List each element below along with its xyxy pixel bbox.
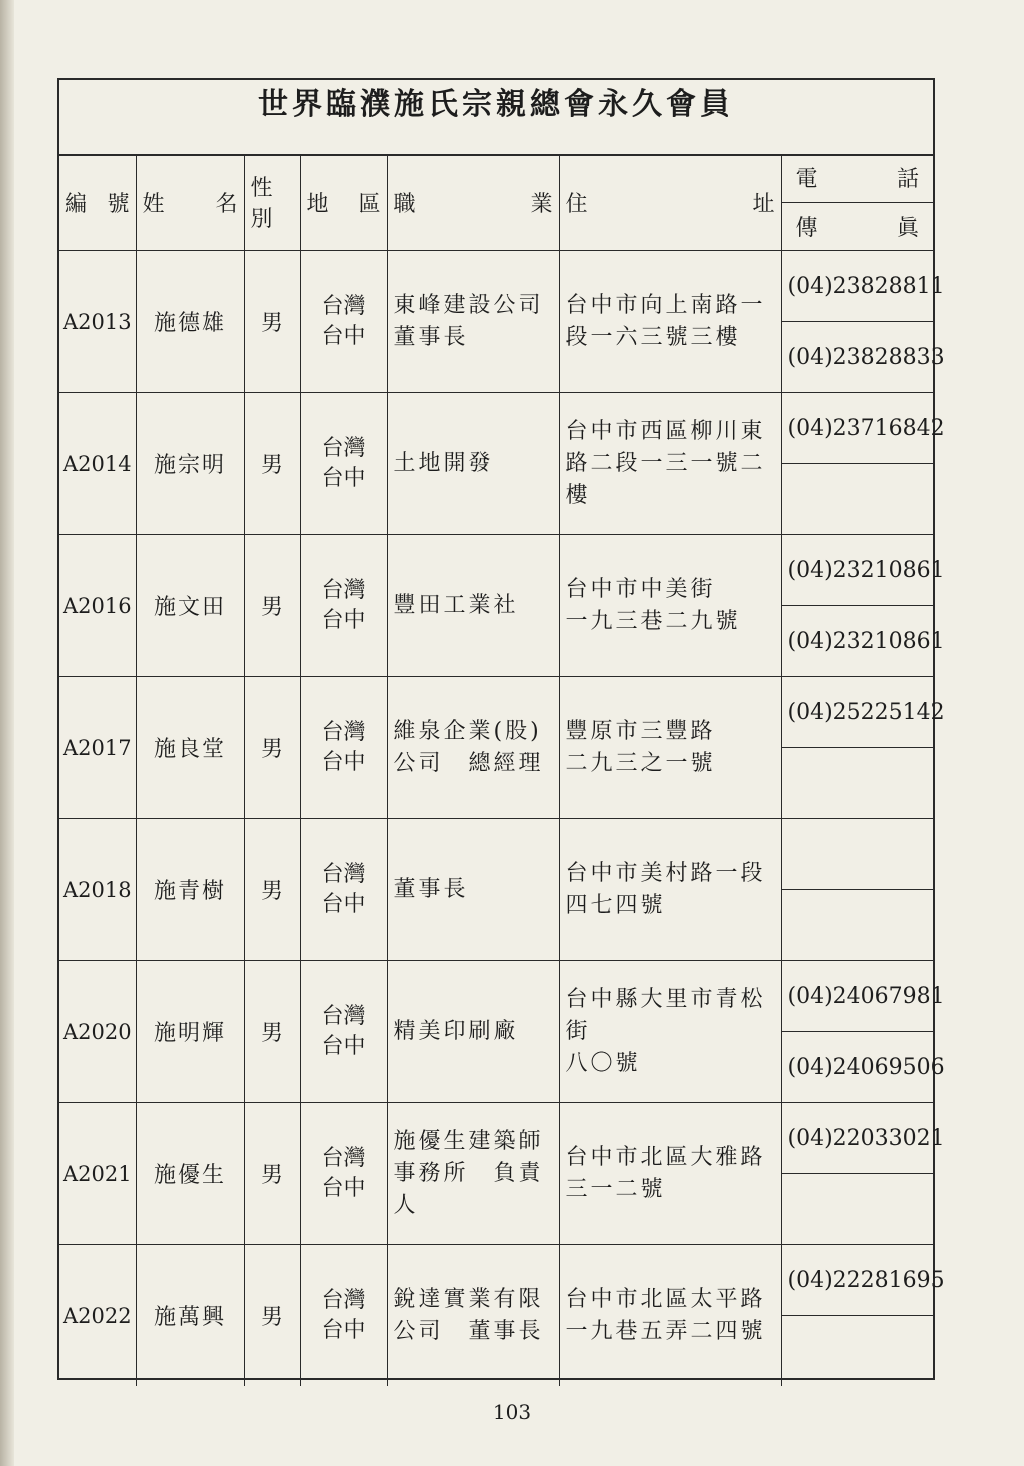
table-row — [59, 819, 933, 961]
member-contact — [781, 1103, 945, 1245]
member-address: 台中市北區太平路 一九巷五弄二四號 — [559, 1245, 781, 1387]
table-row — [59, 677, 933, 819]
member-name: 施優生 — [136, 1103, 244, 1245]
member-fax — [782, 1174, 934, 1244]
member-phone: (04)23210861 — [782, 535, 934, 606]
member-gender: 男 — [244, 819, 300, 961]
member-phone: (04)23716842 — [782, 393, 934, 464]
member-fax: (04)24069506 — [787, 1054, 945, 1080]
member-fax — [782, 748, 934, 818]
table-row — [59, 961, 933, 1103]
member-name: 施文田 — [136, 535, 244, 677]
member-fax — [782, 464, 934, 534]
member-fax — [782, 1316, 934, 1386]
member-contact — [781, 1245, 945, 1387]
header-row — [59, 154, 933, 251]
member-id: A2018 — [59, 819, 136, 961]
member-id: A2021 — [59, 1103, 136, 1245]
member-address: 台中市中美街 一九三巷二九號 — [559, 535, 781, 677]
page-title: 世界臨濮施氏宗親總會永久會員 — [59, 80, 933, 156]
member-contact — [781, 251, 945, 393]
member-region: 台灣 台中 — [300, 251, 387, 393]
member-region: 台灣 台中 — [300, 1245, 387, 1387]
member-gender: 男 — [244, 535, 300, 677]
table-row — [59, 251, 933, 393]
table-row — [59, 393, 933, 535]
member-fax: (04)23210861 — [787, 628, 945, 654]
member-id: A2020 — [59, 961, 136, 1103]
member-id: A2013 — [59, 251, 136, 393]
member-id: A2022 — [59, 1245, 136, 1387]
member-region: 台灣 台中 — [300, 1103, 387, 1245]
member-table-frame — [57, 78, 945, 1380]
header-id: 編 號 — [59, 154, 136, 251]
member-address: 台中市向上南路一 段一六三號三樓 — [559, 251, 781, 393]
member-phone — [782, 819, 934, 890]
header-phone-fax — [781, 154, 933, 251]
member-region: 台灣 台中 — [300, 393, 387, 535]
member-gender: 男 — [244, 961, 300, 1103]
member-address: 台中市美村路一段 四七四號 — [559, 819, 781, 961]
book-spine-shadow — [0, 0, 14, 1466]
member-job: 豐田工業社 — [387, 535, 559, 677]
member-address: 台中市北區大雅路 三一二號 — [559, 1103, 781, 1245]
header-gender: 性別 — [244, 154, 300, 251]
member-table — [59, 154, 945, 1386]
member-phone: (04)24067981 — [782, 961, 934, 1032]
member-region: 台灣 台中 — [300, 535, 387, 677]
member-region: 台灣 台中 — [300, 677, 387, 819]
member-name: 施德雄 — [136, 251, 244, 393]
header-address: 住 址 — [559, 154, 781, 251]
header-phone: 電 話 — [782, 154, 934, 203]
member-address: 台中市西區柳川東 路二段一三一號二 樓 — [559, 393, 781, 535]
member-contact — [781, 819, 933, 961]
member-job: 施優生建築師 事務所 負責 人 — [387, 1103, 559, 1245]
member-contact — [781, 535, 945, 677]
header-fax: 傳 眞 — [795, 215, 919, 241]
member-name: 施宗明 — [136, 393, 244, 535]
member-phone: (04)22033021 — [782, 1103, 934, 1174]
member-address: 豐原市三豐路 二九三之一號 — [559, 677, 781, 819]
member-job: 精美印刷廠 — [387, 961, 559, 1103]
member-job: 董事長 — [387, 819, 559, 961]
member-address: 台中縣大里市青松 街 八〇號 — [559, 961, 781, 1103]
member-region: 台灣 台中 — [300, 819, 387, 961]
member-gender: 男 — [244, 1103, 300, 1245]
page-number: 103 — [492, 1400, 532, 1424]
member-gender: 男 — [244, 677, 300, 819]
member-gender: 男 — [244, 1245, 300, 1387]
member-phone: (04)22281695 — [782, 1245, 934, 1316]
member-job: 銳達實業有限 公司 董事長 — [387, 1245, 559, 1387]
member-name: 施萬興 — [136, 1245, 244, 1387]
member-job: 東峰建設公司 董事長 — [387, 251, 559, 393]
member-name: 施良堂 — [136, 677, 244, 819]
member-phone: (04)23828811 — [782, 251, 934, 322]
member-contact — [781, 961, 945, 1103]
table-row — [59, 1103, 933, 1245]
header-job: 職 業 — [387, 154, 559, 251]
member-fax — [782, 890, 934, 960]
member-id: A2016 — [59, 535, 136, 677]
member-job: 維泉企業(股) 公司 總經理 — [387, 677, 559, 819]
header-name: 姓 名 — [136, 154, 244, 251]
member-gender: 男 — [244, 251, 300, 393]
member-fax: (04)23828833 — [787, 344, 945, 370]
table-row — [59, 535, 933, 677]
member-name: 施青樹 — [136, 819, 244, 961]
member-id: A2017 — [59, 677, 136, 819]
table-row — [59, 1245, 933, 1387]
member-id: A2014 — [59, 393, 136, 535]
member-phone: (04)25225142 — [782, 677, 934, 748]
member-job: 土地開發 — [387, 393, 559, 535]
member-gender: 男 — [244, 393, 300, 535]
member-contact — [781, 393, 945, 535]
member-region: 台灣 台中 — [300, 961, 387, 1103]
member-name: 施明輝 — [136, 961, 244, 1103]
header-region: 地 區 — [300, 154, 387, 251]
member-contact — [781, 677, 945, 819]
